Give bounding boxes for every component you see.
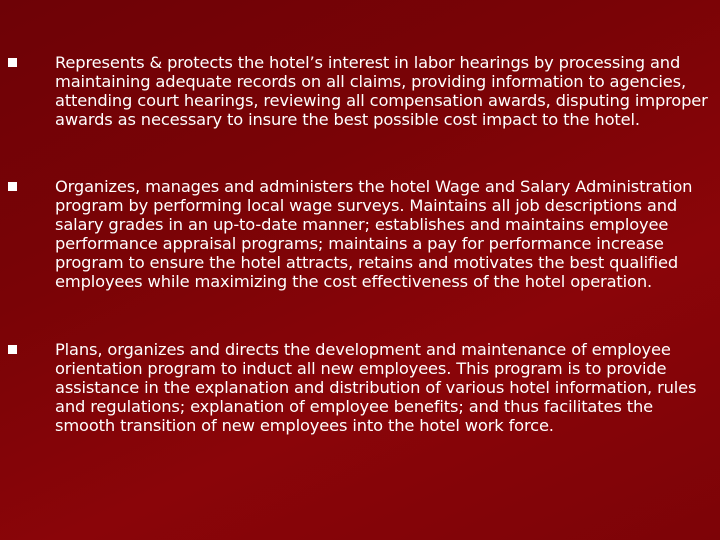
- bullet-text: Organizes, manages and administers the hotel Wage and Salary Administration program by performing local wage surveys. Maintains all job descriptions and salary grades in an up-to-date manner; establishes and maintains employee performance appraisal programs; maintains a pay for performance increase program to ensure the hotel attracts, retains and motivates the best qualified employees while maximizing the cost effectiveness of the hotel operation.: [55, 177, 693, 292]
- bullet-text: Plans, organizes and directs the development and maintenance of employee orientation program to induct all new employees. This program is to provide assistance in the explanation and distribution of various hotel information, rules and regulations; explanation of employee benefits; and thus facilitates the smooth transition of new employees into the hotel work force.: [55, 340, 697, 436]
- bullet-text: Represents & protects the hotel’s interest in labor hearings by processing and maintaining adequate records on all claims, providing information to agencies, attending court hearings, reviewing all compensation awards, disputing improper awards as necessary to insure the best possible cost impact to the hotel.: [55, 53, 708, 130]
- square-bullet-icon: [8, 58, 17, 67]
- square-bullet-icon: [8, 182, 17, 191]
- square-bullet-icon: [8, 345, 17, 354]
